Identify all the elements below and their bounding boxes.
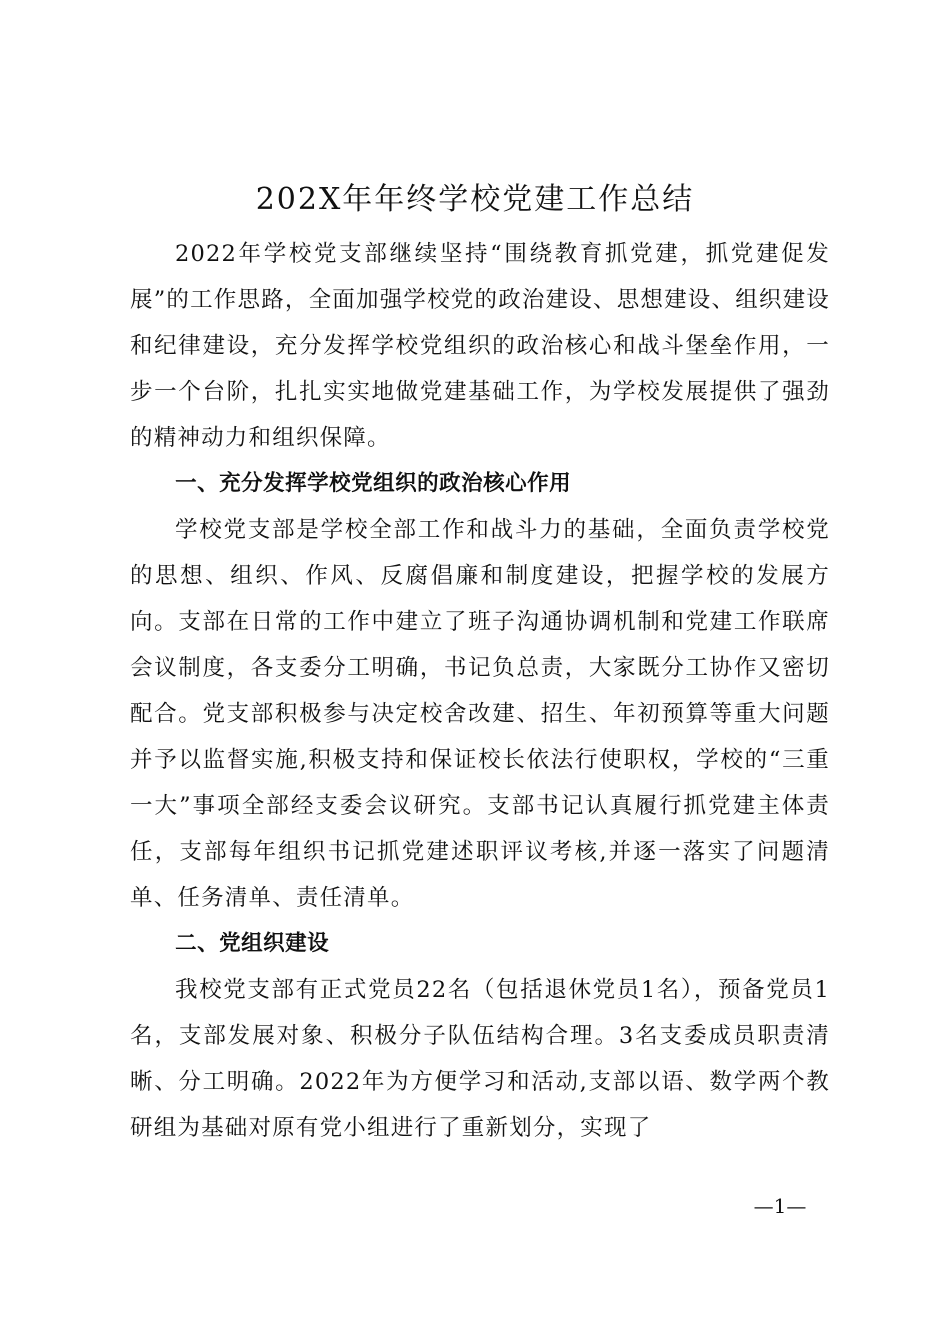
section-heading-2: 二、党组织建设	[175, 931, 330, 956]
document-title: 202X年年终学校党建工作总结	[255, 182, 695, 217]
section-paragraph-2: 我校党支部有正式党员22名（包括退休党员1名），预备党员1名，支部发展对象、积极分子队伍结构合理。3名支委成员职责清晰、分工明确。2022年为方便学习和活动,支部以语、数学两个教研组为基础对原有党小组进行了重新划分，实现了	[130, 977, 830, 1141]
intro-paragraph: 2022年学校党支部继续坚持“围绕教育抓党建，抓党建促发展”的工作思路，全面加强学校党的政治建设、思想建设、组织建设和纪律建设，充分发挥学校党组织的政治核心和战斗堡垒作用，一步一个台阶，扎扎实实地做党建基础工作，为学校发展提供了强劲的精神动力和组织保障。	[130, 241, 831, 451]
section-paragraph-1: 学校党支部是学校全部工作和战斗力的基础，全面负责学校党的思想、组织、作风、反腐倡廉和制度建设，把握学校的发展方向。支部在日常的工作中建立了班子沟通协调机制和党建工作联席会议制度，各支委分工明确，书记负总责，大家既分工协作又密切配合。党支部积极参与决定校舍改建、招生、年初预算等重大问题并予以监督实施,积极支持和保证校长依法行使职权，学校的“三重一大”事项全部经支委会议研究。支部书记认真履行抓党建主体责任，支部每年组织书记抓党建述职评议考核,并逐一落实了问题清单、任务清单、责任清单。	[130, 517, 830, 911]
page-number: —1—	[753, 1194, 807, 1218]
document-body	[130, 231, 830, 1151]
section-heading-1: 一、充分发挥学校党组织的政治核心作用	[175, 471, 572, 496]
